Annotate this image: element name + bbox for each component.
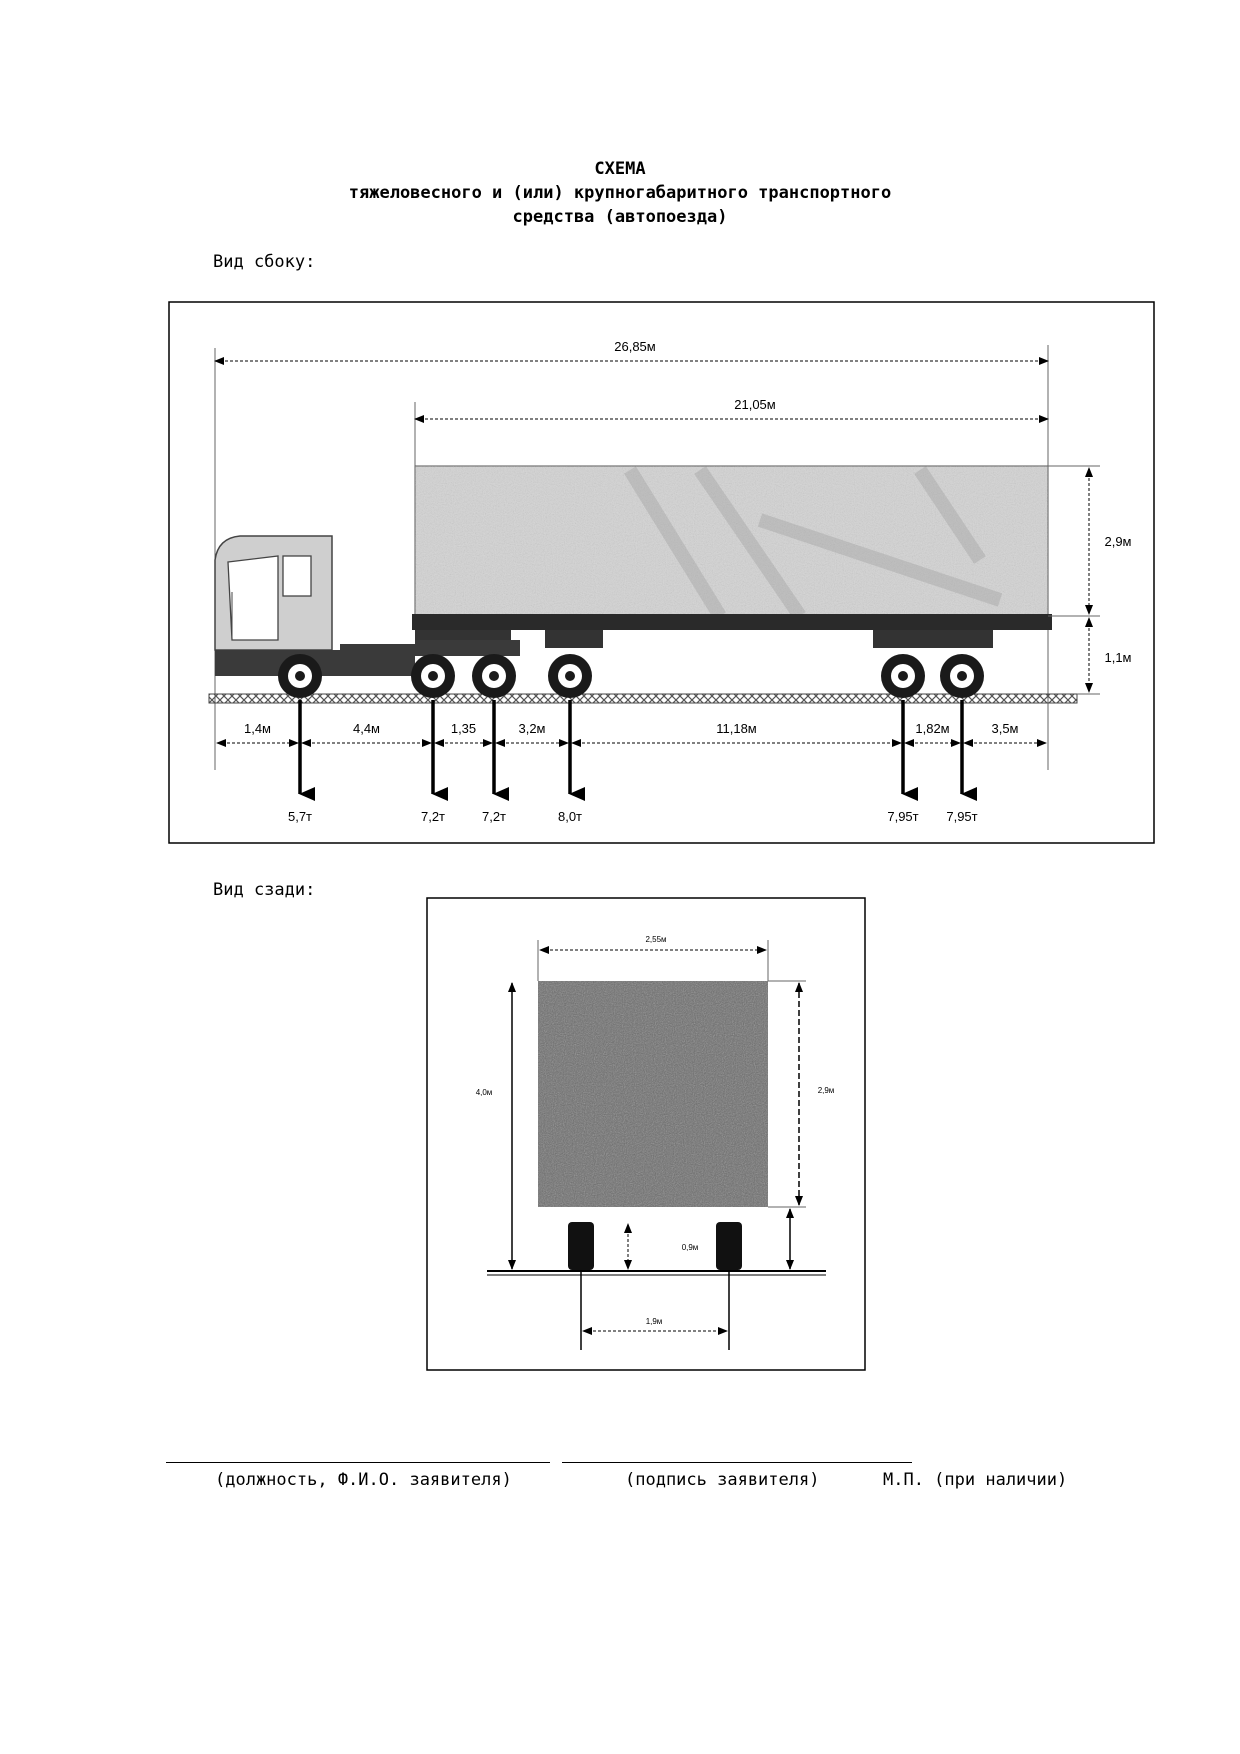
side-view-caption: Вид сбоку: — [213, 252, 316, 272]
rear-total-height-label: 4,0м — [475, 1088, 493, 1097]
signature-caption: (подпись заявителя) — [625, 1470, 820, 1490]
spacing-label-3: 1,35 — [450, 721, 477, 736]
rear-left-wheel — [568, 1222, 594, 1270]
spacing-label-1: 1,4м — [243, 721, 272, 736]
rear-track-label: 1,9м — [645, 1317, 663, 1326]
axle-load-label-3: 7,2т — [481, 809, 507, 824]
deck-height-label: 1,1м — [1104, 650, 1132, 665]
wheel-2 — [411, 654, 455, 698]
rear-view-caption: Вид сзади: — [213, 880, 316, 900]
rear-clearance-label: 0,9м — [681, 1243, 699, 1252]
body-height-label: 2,9м — [1104, 534, 1132, 549]
trailer-length-label: 21,05м — [734, 397, 776, 412]
document-title: СХЕМА — [594, 159, 646, 179]
spacing-label-4: 3,2м — [518, 721, 546, 736]
overall-length-label: 26,85м — [614, 339, 656, 354]
wheel-6 — [940, 654, 984, 698]
axle-load-label-6: 7,95т — [946, 809, 978, 824]
signature-line-signature — [562, 1462, 912, 1463]
wheel-3 — [472, 654, 516, 698]
axle-load-label-2: 7,2т — [420, 809, 446, 824]
spacing-label-6: 1,82м — [915, 721, 950, 736]
rear-right-wheel — [716, 1222, 742, 1270]
axle-load-arrows — [288, 700, 978, 824]
wheel-1 — [278, 654, 322, 698]
signature-line-position — [166, 1462, 550, 1463]
rear-width-label: 2,55м — [645, 935, 667, 944]
spacing-label-7: 3,5м — [991, 721, 1019, 736]
trailer-chassis — [412, 614, 1052, 630]
axle-load-label-4: 8,0т — [557, 809, 583, 824]
ground-line — [209, 694, 1077, 703]
axle-load-label-5: 7,95т — [887, 809, 919, 824]
axle-load-label-1: 5,7т — [287, 809, 313, 824]
document-subtitle-line2: средства (автопоезда) — [512, 207, 728, 227]
spacing-label-2: 4,4м — [352, 721, 381, 736]
wheel-5 — [881, 654, 925, 698]
axle-spacing-dims — [217, 700, 1046, 750]
rear-body-height-label: 2,9м — [817, 1086, 835, 1095]
spacing-label-5: 11,18м — [716, 721, 757, 736]
document-subtitle-line1: тяжеловесного и (или) крупногабаритного транспортного — [348, 183, 892, 203]
wheel-4 — [548, 654, 592, 698]
position-name-caption: (должность, Ф.И.О. заявителя) — [215, 1470, 512, 1490]
seal-caption: М.П. (при наличии) — [883, 1470, 1068, 1490]
